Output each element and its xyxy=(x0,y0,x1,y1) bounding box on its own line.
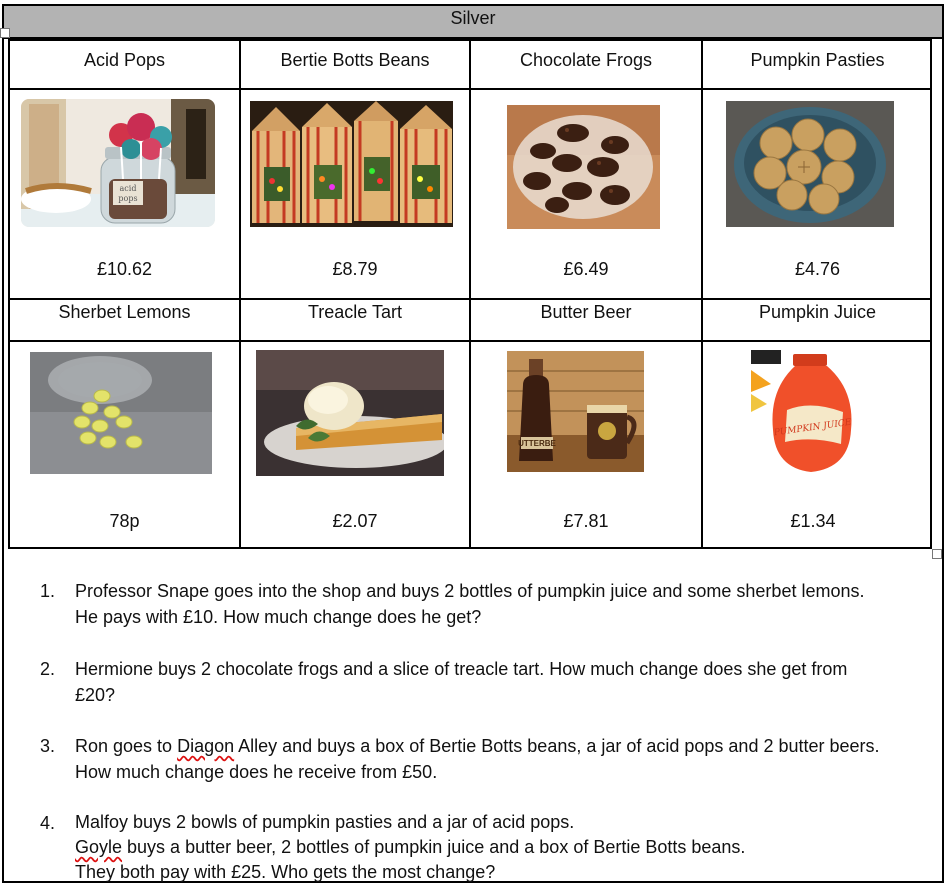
spelling-flag-diagon[interactable]: Diagon xyxy=(177,736,235,756)
price-table xyxy=(8,39,932,549)
question-text-part: buys a butter beer, 2 bottles of pumpkin juice and a box of Bertie Botts beans. xyxy=(122,837,746,857)
pumpkin-pasties-image xyxy=(726,101,894,227)
question-number: 1. xyxy=(40,581,56,601)
item-name-pumpkin-juice: Pumpkin Juice xyxy=(758,302,877,322)
item-name-chocolate-frogs: Chocolate Frogs xyxy=(519,50,653,70)
col-divider xyxy=(469,41,471,547)
question-text-part: Ron goes to xyxy=(75,736,178,756)
treacle-tart-image xyxy=(256,350,444,476)
butter-beer-label: UTTERBE xyxy=(518,439,556,448)
table-resize-handle[interactable] xyxy=(932,549,942,559)
jar-label-line2: pops xyxy=(118,194,138,203)
question-text-line: Hermione buys 2 chocolate frogs and a slice of treacle tart. How much change does she get from xyxy=(75,659,848,679)
row-divider xyxy=(10,298,930,300)
table-move-handle[interactable] xyxy=(0,28,10,38)
header-title: Silver xyxy=(4,6,942,39)
item-name-treacle-tart: Treacle Tart xyxy=(307,302,403,322)
question-text-line: He pays with £10. How much change does he get? xyxy=(75,607,482,627)
question-number: 4. xyxy=(40,813,56,833)
item-price-pumpkin-pasties: £4.76 xyxy=(794,259,841,279)
item-name-acid-pops: Acid Pops xyxy=(83,50,166,70)
item-price-chocolate-frogs: £6.49 xyxy=(563,259,609,279)
item-name-sherbet-lemons: Sherbet Lemons xyxy=(58,302,191,322)
col-divider xyxy=(239,41,241,547)
sherbet-lemons-image xyxy=(30,352,212,474)
jar-label-line1: acid xyxy=(119,184,137,193)
question-text-line: Professor Snape goes into the shop and buys 2 bottles of pumpkin juice and some sherbet lemons. xyxy=(75,581,865,601)
acid-pops-image xyxy=(21,99,215,227)
col-divider xyxy=(701,41,703,547)
question-number: 2. xyxy=(40,659,56,679)
pumpkin-juice-label: PUMPKIN JUICE xyxy=(773,417,853,439)
question-number: 3. xyxy=(40,736,56,756)
item-price-bertie-botts: £8.79 xyxy=(332,259,378,279)
question-text-part: Alley and buys a box of Bertie Botts beans, a jar of acid pops and 2 butter beers. xyxy=(234,736,880,756)
item-price-treacle-tart: £2.07 xyxy=(332,511,378,531)
question-text-line: How much change does he receive from £50. xyxy=(75,762,438,782)
item-name-pumpkin-pasties: Pumpkin Pasties xyxy=(750,50,885,70)
question-text-line xyxy=(75,733,935,759)
butter-beer-image xyxy=(507,351,644,472)
question-text-line xyxy=(75,835,935,860)
chocolate-frogs-image xyxy=(507,105,660,229)
question-text-line: They both pay with £25. Who gets the most change? xyxy=(75,862,496,882)
row-divider xyxy=(10,88,930,90)
pumpkin-juice-image xyxy=(751,350,871,478)
question-text-line: Malfoy buys 2 bowls of pumpkin pasties and a jar of acid pops. xyxy=(75,812,575,832)
spelling-flag-goyle[interactable]: Goyle xyxy=(75,837,123,857)
item-name-butter-beer: Butter Beer xyxy=(540,302,632,322)
question-text-line: £20? xyxy=(75,685,116,705)
item-price-acid-pops: £10.62 xyxy=(96,259,153,279)
item-price-sherbet-lemons: 78p xyxy=(109,511,140,531)
item-name-bertie-botts: Bertie Botts Beans xyxy=(280,50,430,70)
bertie-botts-image xyxy=(250,101,453,227)
row-divider xyxy=(10,340,930,342)
item-price-butter-beer: £7.81 xyxy=(563,511,609,531)
item-price-pumpkin-juice: £1.34 xyxy=(790,511,836,531)
